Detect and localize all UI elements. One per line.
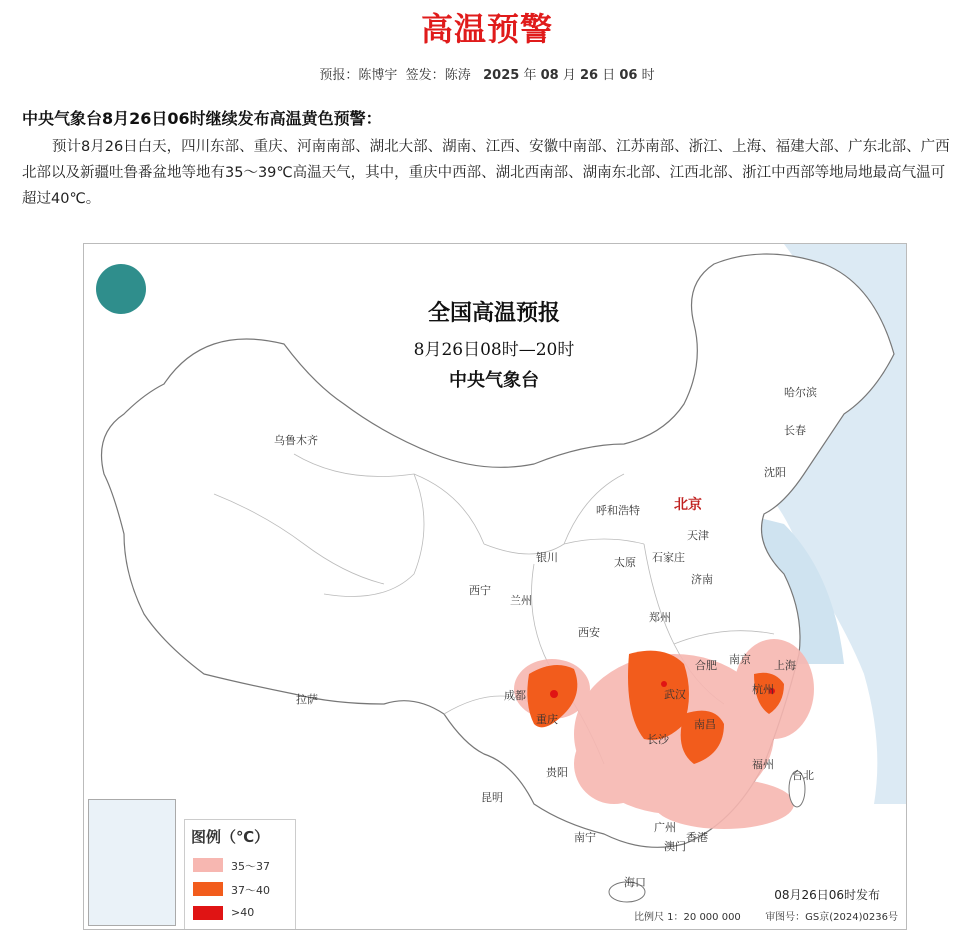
city-label: 南京: [729, 653, 751, 666]
legend-label-37-40: 37～40: [231, 884, 270, 897]
city-label: 成都: [504, 689, 526, 702]
heat-forecast-map: [83, 243, 907, 930]
city-label: 贵阳: [546, 766, 568, 779]
city-label: 重庆: [536, 713, 558, 726]
city-label: 长春: [784, 424, 806, 437]
map-issuer: 中央气象台: [449, 370, 539, 391]
legend-label-over-40: >40: [231, 906, 255, 919]
city-label: 台北: [792, 769, 814, 782]
article-headline: 中央气象台8月26日06时继续发布高温黄色预警：: [22, 109, 382, 128]
signer-name: 陈涛: [444, 68, 471, 83]
forecast-meta: [0, 64, 974, 83]
forecaster-label: 预报：: [319, 68, 359, 83]
city-label: 武汉: [664, 688, 686, 701]
city-label: 郑州: [649, 611, 671, 624]
hour-unit: 时: [641, 68, 655, 83]
south-china-sea-inset: [88, 799, 176, 926]
month-unit: 月: [562, 68, 576, 83]
legend-label-35-37: 35～37: [231, 860, 270, 873]
legend-swatch-over-40: [193, 906, 223, 920]
cma-logo: [96, 264, 146, 314]
map-scale: 比例尺 1：20 000 000: [634, 912, 741, 923]
legend-swatch-35-37: [193, 858, 223, 872]
city-label: 兰州: [510, 594, 532, 607]
article-body: 预计8月26日白天，四川东部、重庆、河南南部、湖北大部、湖南、江西、安徽中南部、江苏南部、浙江、上海、福建大部、广东北部、广西北部以及新疆吐鲁番盆地等地有35～39℃高温天气，其中，重庆中西部、湖北西南部、湖南东北部、江西北部、浙江中西部等地局地最高气温可超过40℃。: [22, 139, 950, 207]
city-label: 上海: [774, 659, 796, 672]
legend-title: 图例（℃）: [191, 828, 270, 846]
page-title: 高温预警: [420, 10, 553, 48]
city-label: 天津: [687, 529, 709, 542]
map-approval-number: 审图号：GS京(2024)0236号: [765, 912, 898, 923]
city-label: 南昌: [694, 718, 716, 731]
city-label: 南宁: [574, 831, 596, 844]
map-period: 8月26日08时—20时: [413, 340, 575, 360]
map-title-block: [384, 296, 604, 392]
city-label: 海口: [624, 876, 646, 889]
city-label: 乌鲁木齐: [274, 434, 318, 447]
year-unit: 年: [523, 68, 537, 83]
city-label: 昆明: [481, 791, 503, 804]
city-label: 杭州: [752, 683, 774, 696]
issue-year: 2025: [483, 68, 520, 83]
issue-hour: 06: [619, 68, 638, 83]
issue-month: 08: [540, 68, 559, 83]
city-label: 沈阳: [764, 466, 786, 479]
city-label: 济南: [691, 573, 713, 586]
city-label-capital: 北京: [674, 497, 702, 513]
map-title: 全国高温预报: [427, 300, 560, 326]
city-label: 西安: [578, 626, 600, 639]
city-label: 哈尔滨: [784, 386, 817, 399]
forecaster-name: 陈博宇: [358, 68, 398, 83]
city-label: 石家庄: [652, 551, 685, 564]
city-label: 长沙: [647, 733, 669, 746]
legend-swatch-37-40: [193, 882, 223, 896]
day-unit: 日: [602, 68, 616, 83]
issue-day: 26: [579, 68, 599, 83]
city-label: 银川: [536, 551, 558, 564]
city-label: 太原: [614, 556, 636, 569]
city-label: 香港: [686, 831, 708, 844]
city-label: 呼和浩特: [596, 504, 640, 517]
map-legend: [184, 819, 296, 930]
city-label: 澳门: [664, 840, 686, 853]
issued-time: 08月26日06时发布: [774, 888, 880, 902]
city-label: 合肥: [695, 659, 717, 672]
city-label: 西宁: [469, 584, 491, 597]
signer-label: 签发：: [405, 68, 445, 83]
city-label: 广州: [654, 821, 676, 834]
city-label: 福州: [752, 758, 774, 771]
city-label: 拉萨: [296, 693, 318, 706]
